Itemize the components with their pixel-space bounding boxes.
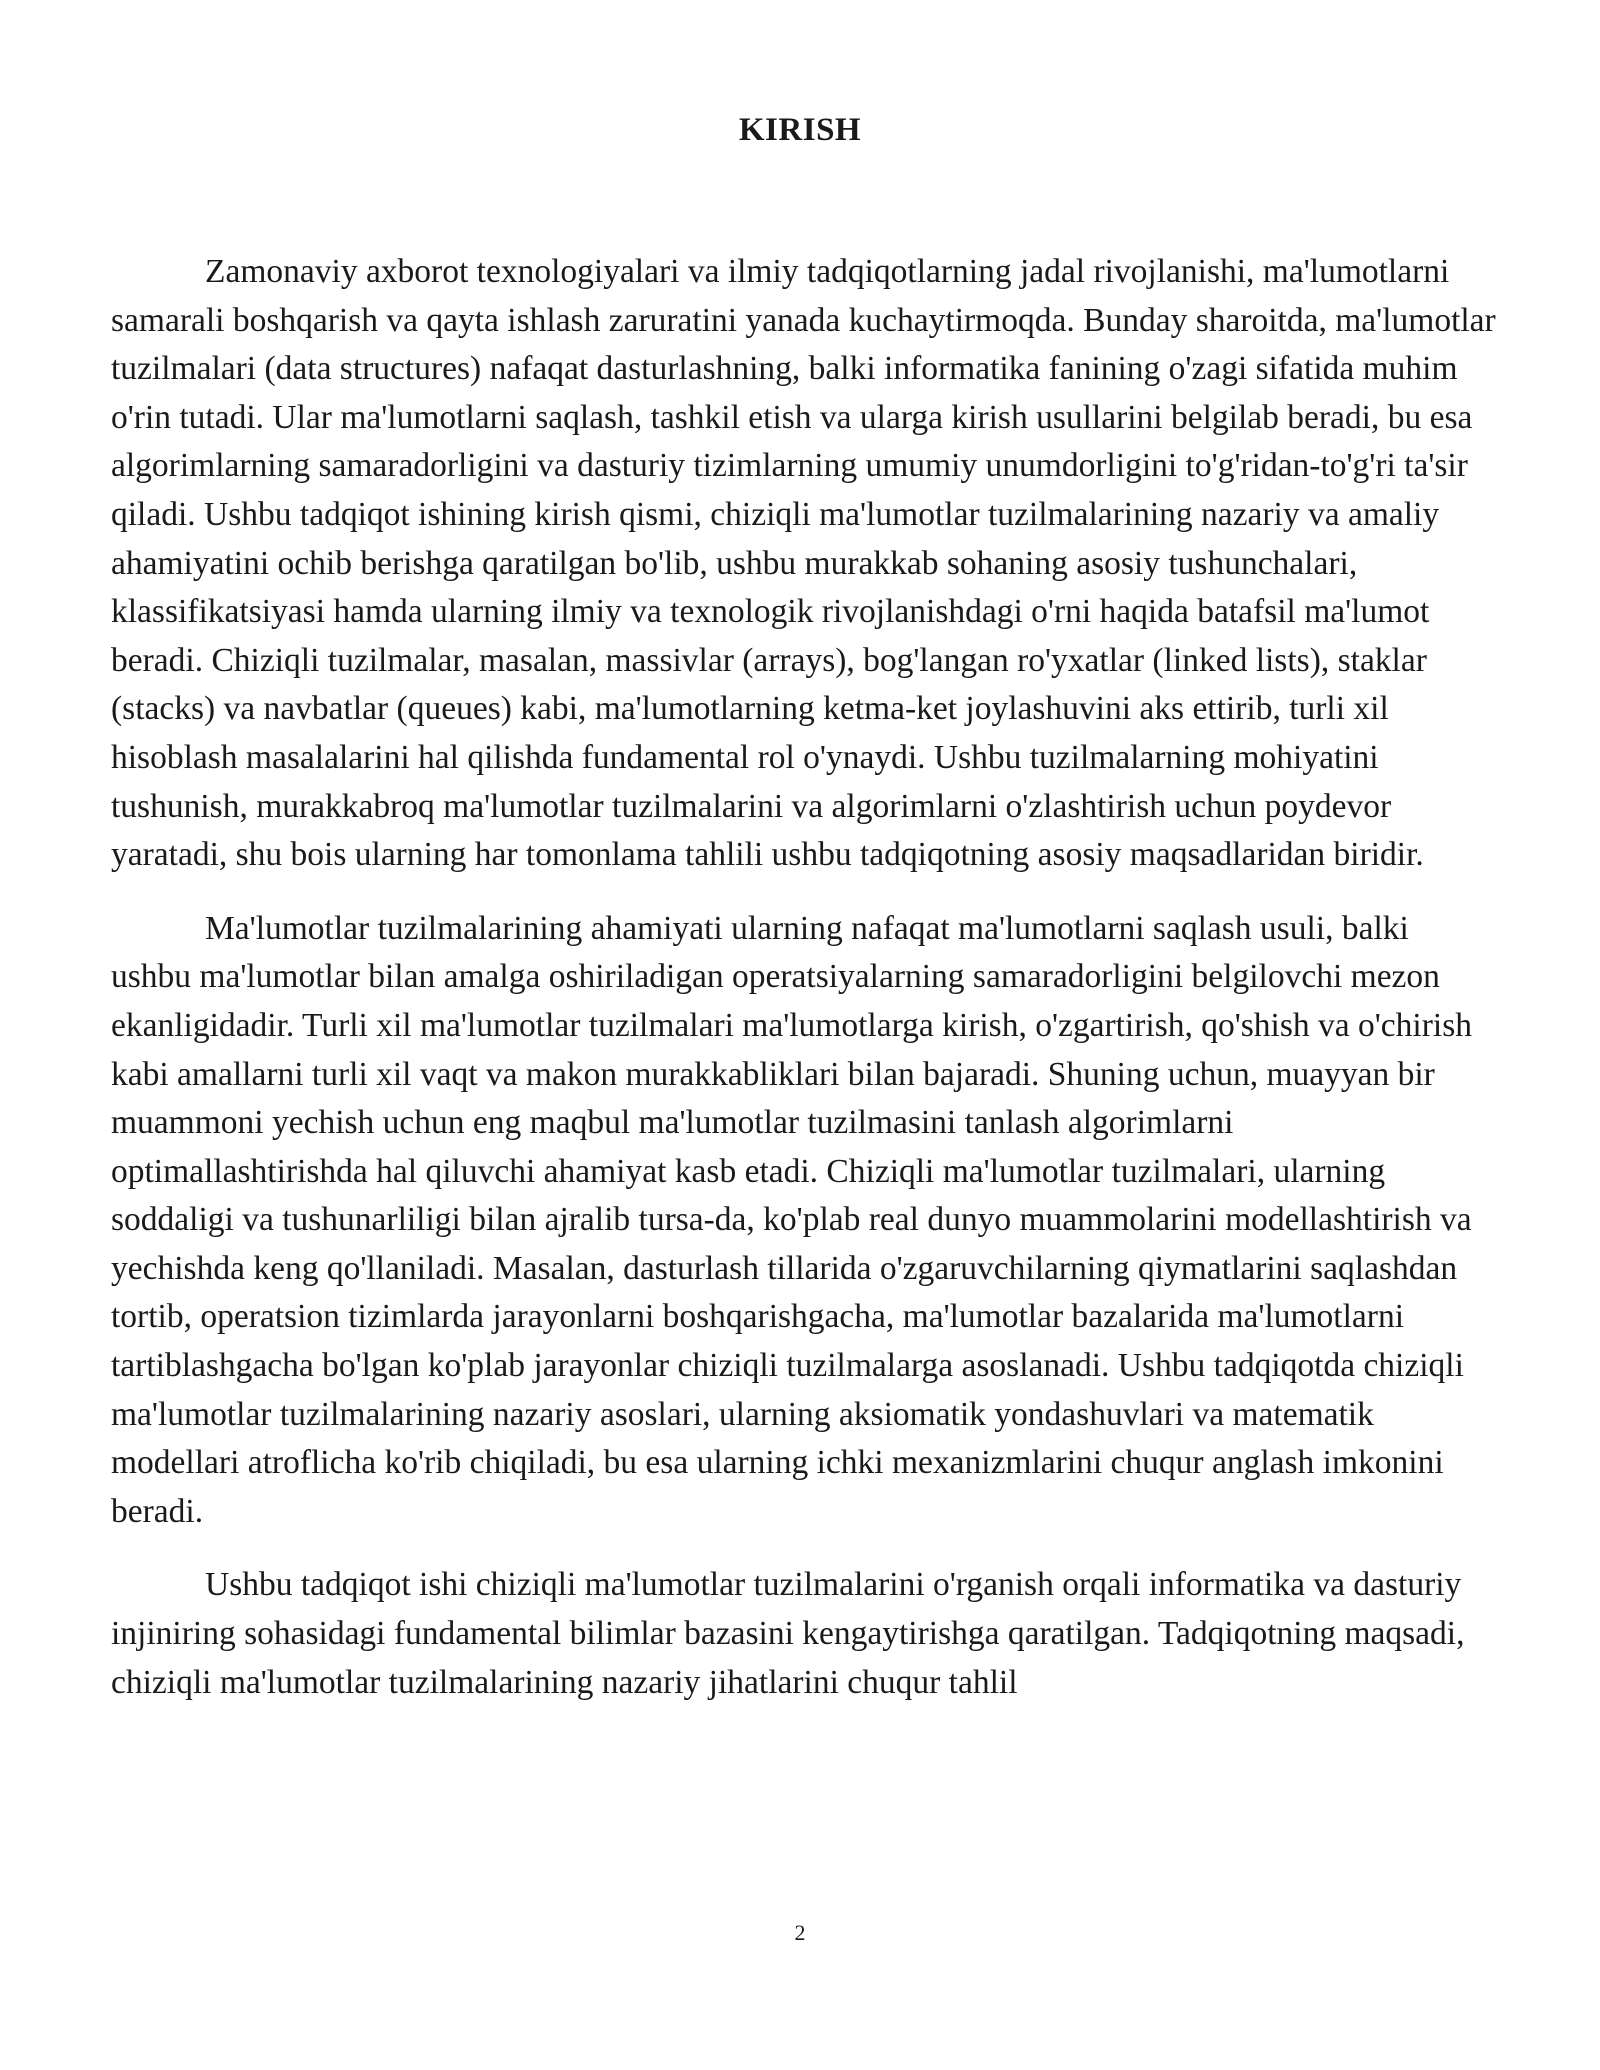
paragraph-3: Ushbu tadqiqot ishi chiziqli ma'lumotlar tuzilmalarini o'rganish orqali informatika va dasturiy injiniring sohasidagi fundamental bilimlar bazasini kengaytirishga qaratilgan. Tadqiqotning maqsadi, chiziqli ma'lumotlar tuzilmalarining nazariy jihatlarini chuqur tahlil [111, 1566, 1465, 1701]
paragraph-1: Zamonaviy axborot texnologiyalari va ilmiy tadqiqotlarning jadal rivojlanishi, ma'lumotlarni samarali boshqarish va qayta ishlash zaruratini yanada kuchaytirmoqda. Bunday sharoitda, ma'lumotlar tuzilmalari (data structures) nafaqat dasturlashning, balki informatika fanining o'zagi sifatida muhim o'rin tutadi. Ular ma'lumotlarni saqlash, tashkil etish va ularga kirish usullarini belgilab beradi, bu esa algorimlarning samaradorligini va dasturiy tizimlarning umumiy unumdorligini to'g'ridan-to'g'ri ta'sir qiladi. Ushbu tadqiqot ishining kirish qismi, chiziqli ma'lumotlar tuzilmalarining nazariy va amaliy ahamiyatini ochib berishga qaratilgan bo'lib, ushbu murakkab sohaning asosiy tushunchalari, klassifikatsiyasi hamda ularning ilmiy va texnologik rivojlanishdagi o'rni haqida batafsil ma'lumot beradi. Chiziqli tuzilmalar, masalan, massivlar (arrays), bog'langan ro'yxatlar (linked lists), staklar (stacks) va navbatlar (queues) kabi, ma'lumotlarning ketma-ket joylashuvini aks ettirib, turli xil hisoblash masalalarini hal qilishda fundamental rol o'ynaydi. Ushbu tuzilmalarning mohiyatini tushunish, murakkabroq ma'lumotlar tuzilmalarini va algorimlarni o'zlashtirish uchun poydevor yaratadi, shu bois ularning har tomonlama tahlili ushbu tadqiqotning asosiy maqsadlaridan biridir. [111, 253, 1496, 874]
section-title: KIRISH [738, 112, 862, 148]
body-text [111, 248, 1496, 1732]
paragraph-2: Ma'lumotlar tuzilmalarining ahamiyati ularning nafaqat ma'lumotlarni saqlash usuli, balki ushbu ma'lumotlar bilan amalga oshiriladigan operatsiyalarning samaradorligini belgilovchi mezon ekanligidadir. Turli xil ma'lumotlar tuzilmalari ma'lumotlarga kirish, o'zgartirish, qo'shish va o'chirish kabi amallarni turli xil vaqt va makon murakkabliklari bilan bajaradi. Shuning uchun, muayyan bir muammoni yechish uchun eng maqbul ma'lumotlar tuzilmasini tanlash algorimlarni optimallashtirishda hal qiluvchi ahamiyat kasb etadi. Chiziqli ma'lumotlar tuzilmalari, ularning soddaligi va tushunarliligi bilan ajralib tursa-da, ko'plab real dunyo muammolarini modellashtirish va yechishda keng qo'llaniladi. Masalan, dasturlash tillarida o'zgaruvchilarning qiymatlarini saqlashdan tortib, operatsion tizimlarda jarayonlarni boshqarishgacha, ma'lumotlar bazalarida ma'lumotlarni tartiblashgacha bo'lgan ko'plab jarayonlar chiziqli tuzilmalarga asoslanadi. Ushbu tadqiqotda chiziqli ma'lumotlar tuzilmalarining nazariy asoslari, ularning aksiomatik yondashuvlari va matematik modellari atroflicha ko'rib chiqiladi, bu esa ularning ichki mexanizmlarini chuqur anglash imkonini beradi. [111, 909, 1472, 1530]
page-number: 2 [794, 1920, 806, 1945]
